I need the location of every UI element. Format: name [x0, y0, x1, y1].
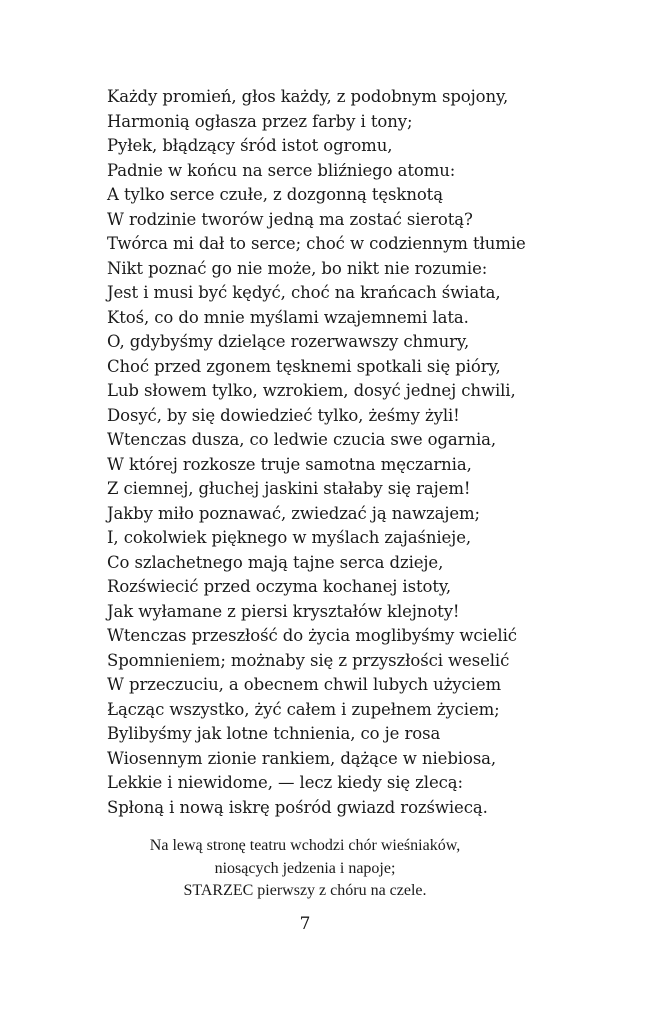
verse-line: Spłoną i nową iskrę pośród gwiazd rozświecą. [107, 797, 488, 817]
verse-line: Spomnieniem; możnaby się z przyszłości weselić [107, 650, 510, 670]
verse-line: Wtenczas dusza, co ledwie czucia swe ogarnia, [107, 430, 497, 449]
verse-line: Łącząc wszystko, żyć całem i zupełnem życiem; [107, 699, 500, 719]
verse-line: Twórca mi dał to serce; choć w codziennym tłumie [107, 234, 526, 253]
verse-line: W której rozkosze truje samotna męczarnia, [107, 454, 472, 474]
verse-line: Lekkie i niewidome, — lecz kiedy się zlecą: [107, 773, 463, 792]
verse-line: Lub słowem tylko, wzrokiem, dosyć jednej chwili, [107, 381, 516, 400]
poem-stanza [107, 85, 627, 820]
stage-direction-line: Na lewą stronę teatru wchodzi chór wieśniaków, [149, 837, 461, 854]
verse-line: Wtenczas przeszłość do życia moglibyśmy wcielić [107, 626, 517, 645]
verse-line: Wiosennym zionie rankiem, dążące w niebiosa, [107, 748, 497, 768]
stage-direction-line: niosących jedzenia i napoje; [214, 859, 396, 877]
verse-line: Ktoś, co do mnie myślami wzajemnemi lata. [107, 307, 469, 327]
verse-line: Bylibyśmy jak lotne tchnienia, co je rosa [107, 724, 441, 743]
verse-line: O, gdybyśmy dzielące rozerwawszy chmury, [107, 332, 470, 351]
verse-line: Rozświecić przed oczyma kochanej istoty, [107, 577, 452, 596]
verse-line: W przeczuciu, a obecnem chwil lubych użyciem [107, 675, 502, 694]
verse-line: Nikt poznać go nie może, bo nikt nie rozumie: [107, 258, 488, 278]
verse-line: W rodzinie tworów jedną ma zostać sierotą? [107, 209, 473, 229]
verse-line: Harmonią ogłasza przez farby i tony; [107, 111, 413, 131]
verse-line: A tylko serce czułe, z dozgonną tęsknotą [107, 185, 443, 204]
verse-line: Dosyć, by się dowiedzieć tylko, żeśmy żyli! [107, 405, 460, 425]
verse-line: Jakby miło poznawać, zwiedzać ją nawzajem; [107, 503, 481, 523]
page-number: 7 [299, 914, 311, 934]
verse-line: Każdy promień, głos każdy, z podobnym spojony, [107, 87, 509, 106]
stage-direction [0, 835, 610, 903]
verse-line: Jak wyłamane z piersi kryształów klejnoty! [107, 601, 460, 621]
verse-line: Co szlachetnego mają tajne serca dzieje, [107, 552, 444, 572]
verse-line: Z ciemnej, głuchej jaskini stałaby się rajem! [107, 479, 471, 498]
verse-line: Jest i musi być kędyć, choć na krańcach świata, [107, 283, 501, 302]
verse-line: I, cokolwiek pięknego w myślach zajaśnieje, [107, 528, 472, 547]
stage-direction-line: STARZEC pierwszy z chóru na czele. [183, 882, 427, 899]
verse-line: Padnie w końcu na serce bliźniego atomu: [107, 160, 456, 180]
verse-line: Choć przed zgonem tęsknemi spotkali się pióry, [107, 356, 501, 376]
verse-line: Pyłek, błądzący śród istot ogromu, [107, 136, 393, 155]
